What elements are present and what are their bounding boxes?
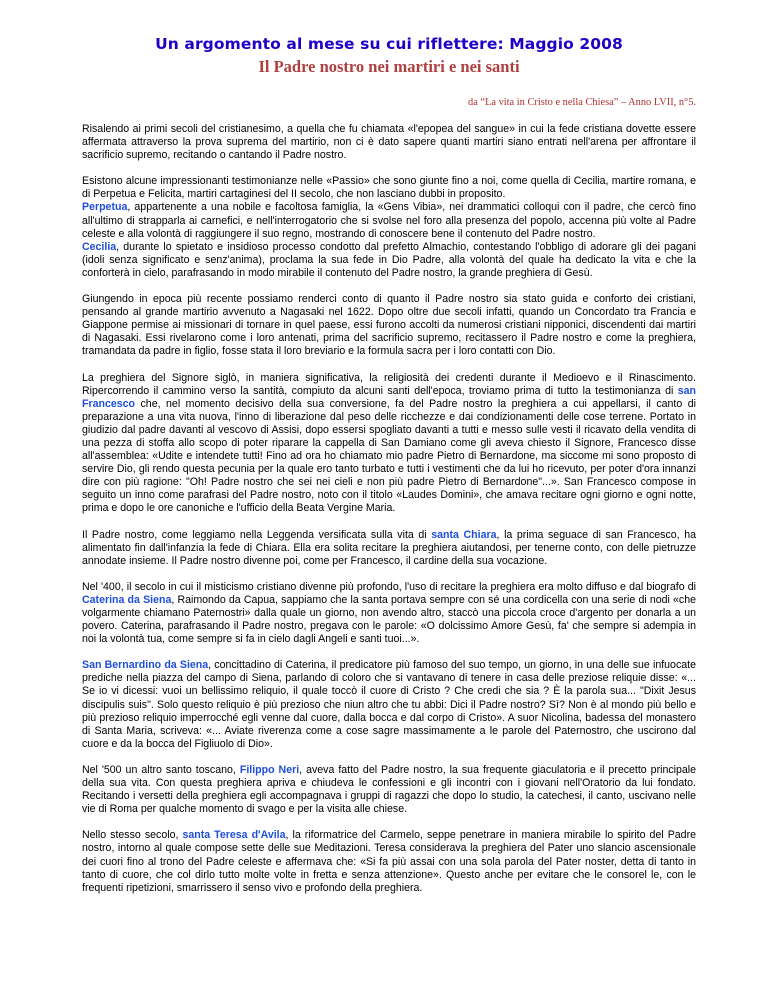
- paragraph-francesco: [82, 372, 696, 516]
- paragraph-text: , la riformatrice del Carmelo, seppe penetrare in maniera mirabile lo spirito del Padre nostro, intorno al quale compose sette delle sue Meditazioni. Teresa considerava la preghiera del Pater uno slancio ascensionale dei cuori fino al trono del Padre celeste e affermava che: «Si fa più assai con una sola parola del Pater noster, detta di tanto in tanto di cuore, che col dirlo tutto molte volte in fretta e senza attenzione». Questo anche per evitare che le consorel le, con le frequenti ripetizioni, smarrissero il senso vivo e profondo della preghiera.: [82, 829, 696, 894]
- paragraph-text: Nel '400, il secolo in cui il misticismo cristiano divenne più profondo, l'uso di recitare la preghiera era molto diffuso e dal biografo di: [82, 580, 696, 593]
- saint-name-cecilia: Cecilia: [82, 240, 117, 253]
- paragraph-text: Nello stesso secolo,: [82, 829, 183, 842]
- paragraph-teresa: [82, 829, 696, 894]
- paragraph-text: , durante lo spietato e insidioso processo condotto dal prefetto Almachio, contestando l'obbligo di adorare gli dei pagani (idoli senza significato e senz'anima), proclama la sua fede in Dio Padre, alla volontà del quale ha dedicato la vita e che la conforterà in cielo, parafrasando in modo mirabile il contenuto del Padre nostro, la grande preghiera di Gesù.: [82, 240, 696, 279]
- page-heading: Un argomento al mese su cui riflettere: Maggio 2008: [155, 35, 623, 53]
- paragraph-passio: Esistono alcune impressionanti testimonianze nelle «Passio» che sono giunte fino a noi, come quella di Cecilia, martire romana, e di Perpetua e Felicita, martiri cartaginesi del II secolo, che non lasciano dubbi in proposito.: [82, 175, 696, 201]
- paragraph-perpetua: [82, 201, 696, 240]
- saint-name-teresa: santa Teresa d'Avila: [182, 829, 286, 842]
- paragraph-text: , appartenente a una nobile e facoltosa famiglia, la «Gens Vibia», nei drammatici colloqui con il padre, che cercò fino all'ultimo di strapparla ai carnefici, e nell'interrogatorio che si svolse nel foro alla presenza del popolo, accenna più volte al Padre celeste e alla volontà di raggiungere il suo regno, mostrando di conoscere bene il contenuto del Padre nostro.: [82, 201, 696, 240]
- saint-name-francesco: san Francesco: [82, 384, 696, 410]
- paragraph-text: , Raimondo da Capua, sappiamo che la santa portava sempre con sé una cordicella con una serie di nodi «che volgarmente chiamano Paternostri» dalla quale un giorno, non avendo altro, staccò una piccola croce d'argento per donarla a un povero. Caterina, parafrasando il Padre nostro, pregava con le parole: «O dolcissimo Amore Gesù, fa' che sempre si adempia in noi la volontà tua, come sempre si fa in cielo dagli Angeli e santi tuoi...».: [82, 593, 697, 646]
- paragraph-chiara: [82, 529, 696, 568]
- saint-name-perpetua: Perpetua: [82, 201, 128, 214]
- page-title: Il Padre nostro nei martiri e nei santi: [258, 57, 520, 76]
- paragraph-text: , la prima seguace di san Francesco, ha alimentato fin dall'infanzia la fede di Chiara. Ella era solita recitare la preghiera aiutandosi, per tenerne conto, con delle pietruzze annodate insieme. Il Padre nostro divenne poi, come per Francesco, il cardine della sua vocazione.: [82, 528, 697, 567]
- paragraph-text: La preghiera del Signore siglò, in maniera significativa, la religiosità dei credenti durante il Medioevo e il Rinascimento. Ripercorrendo il cammino verso la santità, compiuto da alcuni santi dell'epoca, troviamo prima di tutto la testimonianza di: [82, 371, 696, 397]
- source-citation: da “La vita in Cristo e nella Chiesa” – Anno LVII, n°5.: [468, 97, 696, 108]
- paragraph-intro: Risalendo ai primi secoli del cristianesimo, a quella che fu chiamata «l'epopea del sangue» in cui la fede cristiana dovette essere affermata attraverso la prova suprema del martirio, non ci è dato sapere quanti martiri siano entrati nell'arena per affrontare il sacrificio supremo, recitando o cantando il Padre nostro.: [82, 123, 696, 162]
- paragraph-cecilia: [82, 241, 696, 280]
- paragraph-filippo: [82, 764, 696, 816]
- paragraph-text: Nel '500 un altro santo toscano,: [82, 763, 240, 776]
- paragraph-nagasaki: Giungendo in epoca più recente possiamo renderci conto di quanto il Padre nostro sia stato guida e conforto dei cristiani, pensando al grande martirio avvenuto a Nagasaki nel 1622. Dopo oltre due secoli infatti, quando un Concordato tra Francia e Giappone permise ai missionari di tornare in quel paese, essi furono accolti da numerosi cristiani nipponici, discendenti dai martiri di Nagasaki. Essi rivelarono come i loro antenati, prima del sacrificio supremo, recitassero il Padre nostro e come la preghiera, tramandata da padre in figlio, fosse stata il loro breviario e la formula sacra per i loro contatti con Dio.: [82, 293, 696, 358]
- saint-name-bernardino: San Bernardino da Siena: [82, 659, 209, 672]
- saint-name-chiara: santa Chiara: [431, 528, 497, 541]
- paragraph-text: , concittadino di Caterina, il predicatore più famoso del suo tempo, un giorno, in una delle sue infuocate prediche nella piazza del campo di Siena, parlando di coloro che si vantavano di tenere in casa delle preziose reliquie disse: «... Se io vi dicessi: vuoi un bellissimo reliquio, il quale toccò il cuore di Cristo ? Che credi che sia ? È la parola sua... "Dixit Jesus discipulis suis". Solo questo reliquio è più prezioso che niun altro che tu abbi: Dici il Padre nostro? Sì? Non è al mondo più bello e più prezioso reliquio imperrocché egli venne dal cuore, dalla bocca e dal corpo di Cristo». A suor Nicolina, badessa del monastero di Santa Maria, scriveva: «... Aviate riverenza come a cose sagre massimamente a le parole del Paternostro, che uscirono dal cuore e da la bocca del Figliuolo di Dio».: [82, 659, 696, 750]
- paragraph-text: che, nel momento decisivo della sua conversione, fa del Padre nostro la preghiera a cui appellarsi, il canto di preparazione a una vita nuova, l'inno di liberazione dal peso delle ricchezze e dai condizionamenti delle cose terrene. Portato in giudizio dal padre davanti al vescovo di Assisi, dopo essersi spogliato davanti a tutti e messo sulle vesti il ricavato della vendita di una pezza di stoffa allo scopo di poter riparare la cappella di San Damiano come gli aveva chiesto il Signore, Francesco disse all'assemblea: «Udite e intendete tutti! Fino ad ora ho chiamato mio padre Pietro di Bernardone, ma siccome mi sono proposto di servire Dio, gli rendo questa pecunia per la quale ero tanto turbato e tutti i vestimenti che da lui ho ricevuto, per poter d'ora innanzi dire con più ragione: "Oh! Padre nostro che sei nei cieli e non più padre Pietro di Bernardone"...». San Francesco compose in seguito un inno come parafrasi del Padre nostro, noto con il titolo «Laudes Domini», che amava recitare ogni giorno e ogni notte, prima e dopo le ore canoniche e l'ufficio della Beata Vergine Maria.: [82, 397, 696, 515]
- paragraph-text: , aveva fatto del Padre nostro, la sua frequente giaculatoria e il precetto principale della sua vita. Con questa preghiera apriva e chiudeva le confessioni e gli incontri con i giovani nell'Oratorio da lui fondato. Recitando i versetti della preghiera egli accompagnava i gruppi di ragazzi che dopo lo studio, la catechesi, il canto, uscivano nelle vie di Roma per qualche momento di svago e per la visita alle chiese.: [82, 763, 697, 816]
- paragraph-caterina: [82, 581, 696, 646]
- saint-name-filippo: Filippo Neri: [239, 763, 300, 776]
- paragraph-bernardino: [82, 659, 696, 751]
- document-page: [82, 34, 696, 895]
- saint-name-caterina: Caterina da Siena: [82, 593, 172, 606]
- paragraph-text: Il Padre nostro, come leggiamo nella Leggenda versificata sulla vita di: [82, 528, 432, 541]
